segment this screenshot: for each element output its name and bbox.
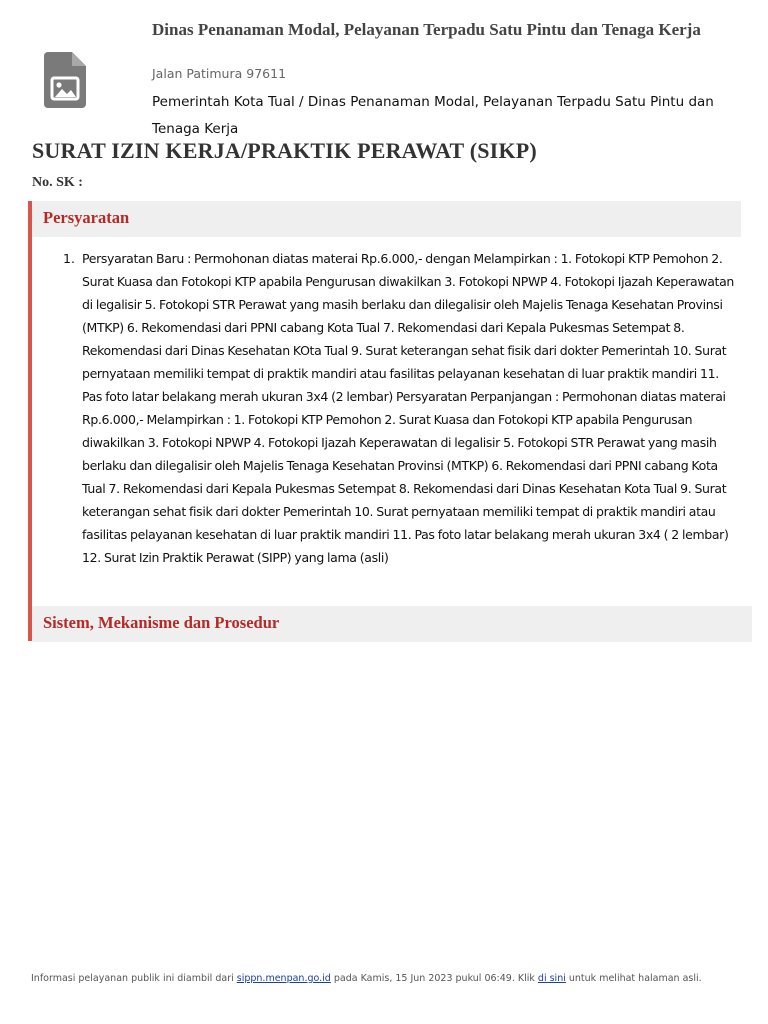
- section-heading-requirements: Persyaratan: [32, 201, 741, 237]
- agency-name: Dinas Penanaman Modal, Pelayanan Terpadu Satu Pintu dan Tenaga Kerja: [152, 20, 701, 39]
- source-footer: [31, 973, 751, 984]
- sk-number-row: [32, 175, 83, 191]
- footer-prefix: Informasi pelayanan publik ini diambil dari: [31, 973, 237, 984]
- source-link[interactable]: sippn.menpan.go.id: [236, 973, 331, 984]
- requirements-list: [32, 247, 741, 569]
- sk-label: No. SK :: [32, 175, 83, 190]
- document-title: SURAT IZIN KERJA/PRAKTIK PERAWAT (SIKP): [32, 138, 537, 163]
- list-item-text: Persyaratan Baru : Permohonan diatas materai Rp.6.000,- dengan Melampirkan : 1. Fotokopi KTP Pemohon 2. Surat Kuasa dan Fotokopi KTP apabila Pengurusan diwakilkan 3. Fotokopi NPWP 4. Fotokopi Ijazah Keperawatan di legalisir 5. Fotokopi STR Perawat yang masih berlaku dan dilegalisir oleh Majelis Tenaga Kesehatan Provinsi (MTKP) 6. Rekomendasi dari PPNI cabang Kota Tual 7. Rekomendasi dari Kepala Pukesmas Setempat 8. Rekomendasi dari Dinas Kesehatan KOta Tual 9. Surat keterangan sehat fisik dari dokter Pemerintah 10. Surat pernyataan memiliki tempat di praktik mandiri atau fasilitas pelayanan kesehatan di luar praktik mandiri 11. Pas foto latar belakang merah ukuran 3x4 (2 lembar) Persyaratan Perpanjangan : Permohonan diatas materai Rp.6.000,- Melampirkan : 1. Fotokopi KTP Pemohon 2. Surat Kuasa dan Fotokopi KTP apabila Pengurusan diwakilkan 3. Fotokopi NPWP 4. Fotokopi Ijazah Keperawatan di legalisir 5. Fotokopi STR Perawat yang masih berlaku dan dilegalisir oleh Majelis Tenaga Kesehatan Provinsi (MTKP) 6. Rekomendasi dari PPNI cabang Kota Tual 7. Rekomendasi dari Kepala Pukesmas Setempat 8. Rekomendasi dari Dinas Kesehatan Kota Tual 9. Surat keterangan sehat fisik dari dokter Pemerintah 10. Surat pernyataan memiliki tempat di praktik mandiri atau fasilitas pelayanan kesehatan di luar praktik mandiri 11. Pas foto latar belakang merah ukuran 3x4 ( 2 lembar) 12. Surat Izin Praktik Perawat (SIPP) yang lama (asli): [82, 251, 734, 565]
- requirements-section: [28, 201, 741, 641]
- image-file-icon: [44, 52, 88, 108]
- list-item-number: 1.: [63, 251, 75, 266]
- agency-address: Jalan Patimura 97611: [152, 66, 287, 81]
- section-heading-procedure: Sistem, Mekanisme dan Prosedur: [32, 606, 752, 642]
- footer-suffix: untuk melihat halaman asli.: [565, 973, 702, 984]
- footer-middle: pada Kamis, 15 Jun 2023 pukul 06:49. Klik: [330, 973, 538, 984]
- original-page-link[interactable]: di sini: [537, 973, 566, 984]
- agency-breadcrumb: Pemerintah Kota Tual / Dinas Penanaman Modal, Pelayanan Terpadu Satu Pintu dan Tenaga Kerja: [152, 94, 714, 137]
- list-item: [32, 247, 741, 569]
